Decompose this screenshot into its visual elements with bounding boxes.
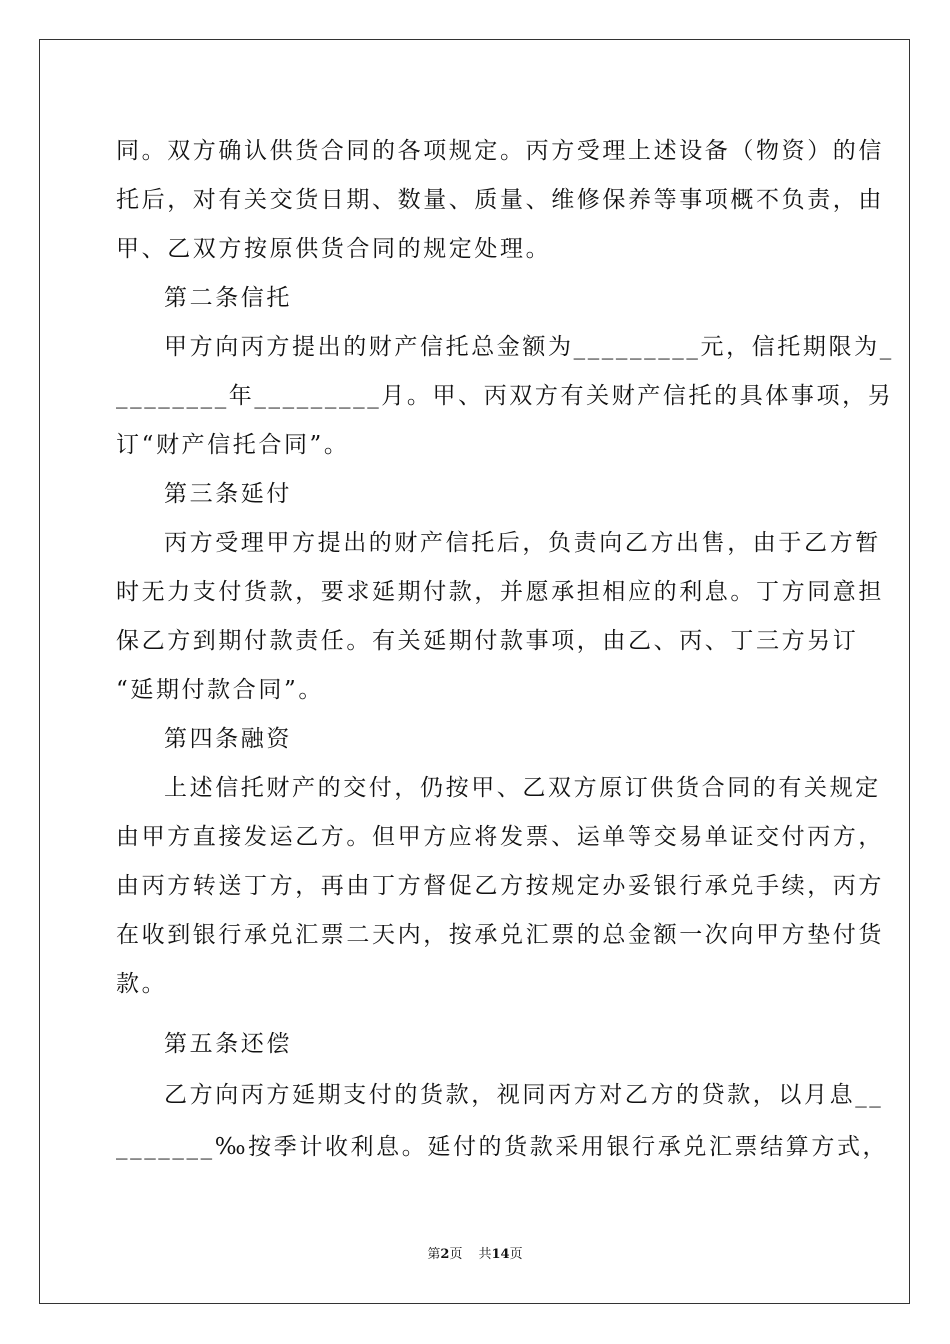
text-line: 乙方向丙方延期支付的货款，视同丙方对乙方的贷款，以月息__: [164, 1082, 884, 1108]
text-line: 时无力支付货款，要求延期付款，并愿承担相应的利息。丁方同意担: [116, 579, 884, 605]
section-heading: 第四条融资: [164, 726, 292, 752]
page-prefix: 第: [427, 1247, 441, 1262]
text-line: 上述信托财产的交付，仍按甲、乙双方原订供货合同的有关规定: [164, 775, 881, 801]
text-line: _______‰按季计收利息。延付的货款采用银行承兑汇票结算方式，: [116, 1134, 889, 1160]
text-line: 由甲方直接发运乙方。但甲方应将发票、运单等交易单证交付丙方，: [116, 824, 884, 850]
text-line: 甲、乙双方按原供货合同的规定处理。: [116, 236, 552, 262]
section-heading: 第三条延付: [164, 481, 292, 507]
page-footer: [0, 1246, 950, 1264]
page-number: 2: [440, 1247, 450, 1262]
section-heading: 第五条还偿: [164, 1031, 292, 1057]
text-line: 同。双方确认供货合同的各项规定。丙方受理上述设备（物资）的信: [116, 138, 884, 164]
total-suffix: 页: [509, 1247, 523, 1262]
text-line: 托后，对有关交货日期、数量、质量、维修保养等事项概不负责，由: [116, 187, 884, 213]
text-line: 保乙方到期付款责任。有关延期付款事项，由乙、丙、丁三方另订: [116, 628, 859, 654]
page-suffix: 页: [449, 1247, 463, 1262]
text-line: 由丙方转送丁方，再由丁方督促乙方按规定办妥银行承兑手续，丙方: [116, 873, 884, 899]
text-line: 订“财产信托合同”。: [116, 432, 350, 458]
text-line: ________年_________月。甲、丙双方有关财产信托的具体事项，另: [116, 383, 894, 409]
total-pages: 14: [491, 1247, 510, 1262]
text-line: “延期付款合同”。: [116, 677, 324, 703]
section-heading: 第二条信托: [164, 285, 292, 311]
text-line: 款。: [116, 971, 168, 997]
text-line: 在收到银行承兑汇票二天内，按承兑汇票的总金额一次向甲方垫付货: [116, 922, 884, 948]
text-line: 甲方向丙方提出的财产信托总金额为_________元，信托期限为_: [164, 334, 894, 360]
text-line: 丙方受理甲方提出的财产信托后，负责向乙方出售，由于乙方暂: [164, 530, 881, 556]
total-prefix: 共: [478, 1247, 492, 1262]
